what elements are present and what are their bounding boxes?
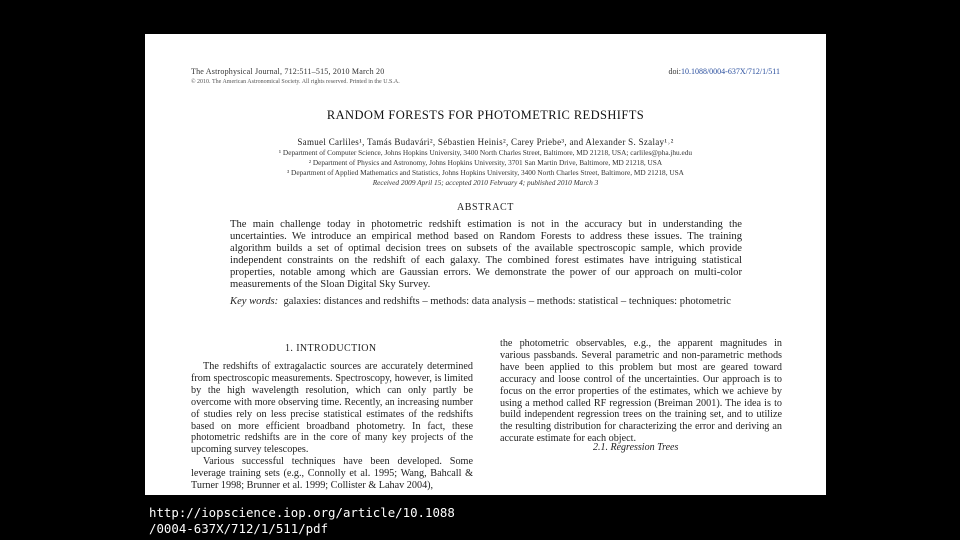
abstract-text: The main challenge today in photometric redshift estimation is not in the accuracy but in understanding the uncertainties. We introduce an empirical method based on Random Forests to address these issues. The training algorithm builds a set of optimal decision trees on subsets of the available spectroscopic sample, which provide independent constraints on the redshift of each galaxy. The combined forest estimates have intriguing statistical properties, notable among which are Gaussian errors. We demonstrate the power of our approach on multi-color measurements of the Sloan Digital Sky Survey.	[230, 219, 742, 290]
subsection-heading-regression-trees: 2.1. Regression Trees	[593, 442, 679, 453]
intro-paragraph-right: the photometric observables, e.g., the apparent magnitudes in various passbands. Several parametric and non-parametric methods have been applied to this problem but most are geared toward accuracy and loose control of the uncertainties. Our approach is to focus on the error properties of the estimates, which we achieve by using a method called RF regression (Breiman 2001). The idea is to build independent regression trees on the training set, and to utilize the resulting distribution for characterizing the error and deriving an accurate estimate for each object.	[500, 338, 782, 445]
intro-paragraph-2: Various successful techniques have been developed. Some leverage training sets (e.g., Connolly et al. 1995; Wang, Bahcall & Turner 1998; Brunner et al. 1999; Collister & Lahav 2004),	[191, 456, 473, 492]
keywords	[230, 296, 742, 308]
author-list: Samuel Carliles¹, Tamás Budavári², Sébastien Heinis², Carey Priebe³, and Alexander S. Szalay¹˒²	[297, 137, 674, 147]
journal-header: The Astrophysical Journal, 712:511–515, 2010 March 20	[191, 67, 385, 76]
doi-prefix: doi:	[668, 67, 681, 76]
affiliation-1: ¹ Department of Computer Science, Johns Hopkins University, 3400 North Charles Street, Baltimore, MD 21218, USA; carliles@pha.jhu.edu	[278, 148, 693, 157]
affiliation-2: ² Department of Physics and Astronomy, Johns Hopkins University, 3701 San Martin Drive, Baltimore, MD 21218, USA	[308, 158, 663, 167]
keywords-label: Key words:	[230, 296, 279, 307]
paper-page	[145, 34, 826, 495]
keywords-text: galaxies: distances and redshifts – methods: data analysis – methods: statistical – techniques: photometric	[283, 296, 731, 307]
source-url-line-2[interactable]: /0004-637X/712/1/511/pdf	[149, 521, 329, 536]
doi-header	[669, 67, 781, 76]
affiliation-3: ³ Department of Applied Mathematics and Statistics, Johns Hopkins University, 3400 North Charles Street, Baltimore, MD 21218, USA	[287, 168, 684, 177]
copyright-notice: © 2010. The American Astronomical Society. All rights reserved. Printed in the U.S.A.	[191, 79, 400, 85]
source-url[interactable]	[149, 505, 455, 537]
doi-link[interactable]: 10.1088/0004-637X/712/1/511	[680, 67, 780, 76]
intro-paragraph-1: The redshifts of extragalactic sources are accurately determined from spectroscopic measurements. Spectroscopy, however, is limited by the high wavelength resolution, which can only partly be overcome with more observing time. Recently, an increasing number of studies rely on less precise statistical estimates of the redshifts based on more efficient broadband photometry. In fact, these photometric redshifts are in the core of many key projects of the upcoming survey telescopes.	[191, 361, 473, 456]
intro-left-column	[191, 361, 473, 492]
paper-title: RANDOM FORESTS FOR PHOTOMETRIC REDSHIFTS	[326, 108, 645, 122]
abstract-heading: ABSTRACT	[456, 202, 515, 213]
intro-right-column	[500, 338, 782, 445]
section-heading-introduction: 1. INTRODUCTION	[285, 343, 377, 354]
publication-dates: Received 2009 April 15; accepted 2010 February 4; published 2010 March 3	[372, 178, 599, 187]
source-url-line-1[interactable]: http://iopscience.iop.org/article/10.1088	[149, 505, 455, 520]
